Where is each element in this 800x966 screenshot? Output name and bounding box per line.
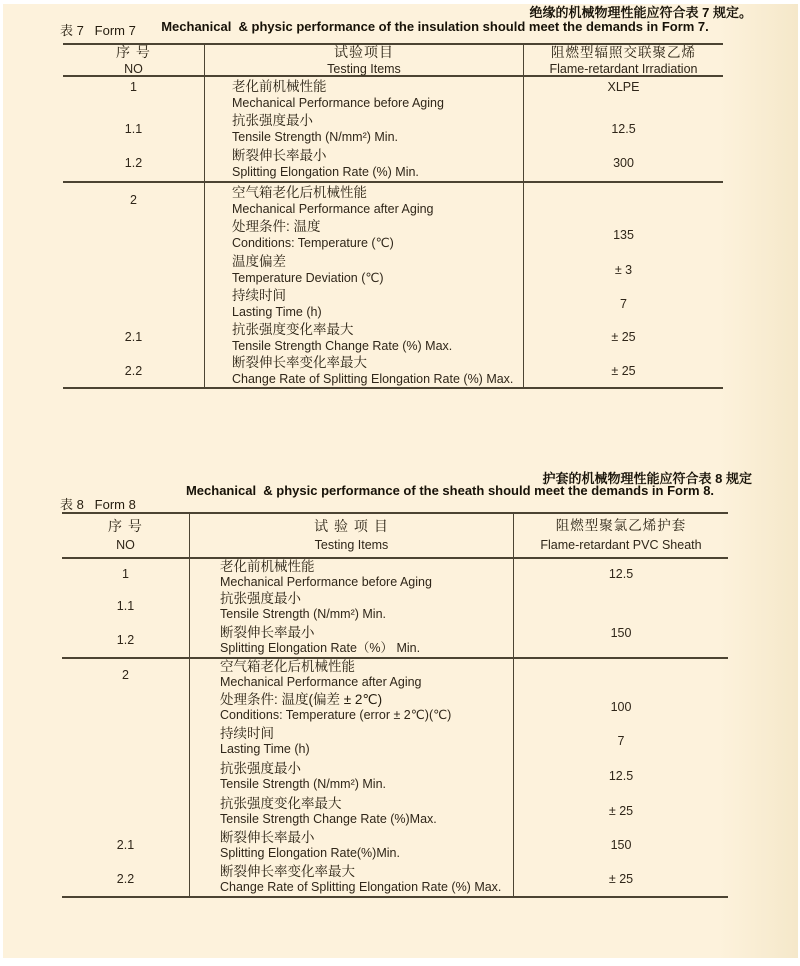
form7-header-item: [205, 45, 523, 75]
table-row: [63, 181, 723, 217]
row-value: [513, 589, 728, 623]
form7-note: 绝缘的机械物理性能应符合表 7 规定。: [529, 5, 752, 20]
row-item: [190, 589, 513, 623]
row-value-text: 150: [610, 626, 632, 640]
row-no-text: 2.1: [116, 838, 135, 852]
row-value: [513, 559, 728, 589]
form7-table: [63, 43, 723, 389]
row-no: [63, 183, 205, 217]
row-no-text: 2.1: [124, 330, 143, 344]
form8-header-no-en: NO: [116, 538, 135, 552]
row-item-zh: 处理条件: 温度: [232, 219, 321, 234]
form8-header-row: [62, 514, 728, 559]
row-item-en: Mechanical Performance after Aging: [232, 201, 434, 216]
row-no: [63, 320, 205, 354]
form8-title: Mechanical & physic performance of the sheath should meet the demands in Form 8.: [185, 483, 715, 498]
table-row: [62, 623, 728, 657]
row-no: [62, 794, 190, 828]
row-item-zh: 老化前机械性能: [232, 79, 327, 94]
form7-header-item-en: Testing Items: [327, 61, 401, 76]
row-value: [513, 623, 728, 657]
table-row: [63, 217, 723, 252]
row-item-en: Mechanical Performance after Aging: [220, 675, 422, 689]
row-no: [63, 77, 205, 112]
row-value: [523, 183, 723, 217]
table-row: [62, 862, 728, 896]
row-item-zh: 断裂伸长率变化率最大: [220, 863, 355, 879]
row-item-en: Conditions: Temperature (℃): [232, 236, 394, 250]
row-item-zh: 持续时间: [220, 725, 274, 741]
form7-header-no-zh: 序 号: [116, 43, 151, 60]
row-item: [205, 145, 523, 181]
row-value: [523, 354, 723, 387]
form7-header-val-zh: 阻燃型辐照交联聚乙烯: [551, 44, 696, 60]
row-item-zh: 抗张强度最小: [232, 113, 313, 128]
form7-header-val: [523, 45, 723, 75]
form8-header-val: [513, 514, 728, 557]
row-value: [523, 112, 723, 145]
row-item: [205, 287, 523, 320]
table-row: [63, 112, 723, 145]
table-row: [63, 287, 723, 320]
row-item-en: Lasting Time (h): [232, 305, 322, 319]
table-row: [63, 354, 723, 387]
row-no: [62, 589, 190, 623]
row-item: [190, 623, 513, 657]
row-item: [190, 828, 513, 862]
row-no: [63, 217, 205, 252]
table-row: [63, 77, 723, 112]
row-item: [205, 252, 523, 287]
row-no-text: 1.1: [116, 599, 135, 613]
row-value-text: ± 25: [611, 363, 636, 378]
row-item-zh: 断裂伸长率变化率最大: [232, 355, 367, 370]
row-value: [523, 287, 723, 320]
row-no-text: 2: [122, 667, 129, 682]
form7-header-val-en: Flame-retardant Irradiation: [549, 61, 698, 76]
row-no-text: 1.2: [124, 156, 143, 170]
form8-note: 护套的机械物理性能应符合表 8 规定: [542, 471, 752, 486]
row-item: [190, 690, 513, 724]
row-value-text: ± 25: [611, 330, 636, 344]
form8-table: [62, 512, 728, 898]
row-no-text: 1.1: [124, 121, 143, 136]
row-no-text: 2: [130, 193, 137, 207]
row-value: [513, 758, 728, 794]
row-item: [190, 724, 513, 758]
row-item: [190, 659, 513, 690]
row-item-zh: 抗张强度变化率最大: [232, 321, 354, 337]
row-item-en: Tensile Strength (N/mm²) Min.: [220, 606, 387, 621]
row-item: [190, 794, 513, 828]
row-no: [62, 862, 190, 896]
table-row: [63, 320, 723, 354]
row-item-en: Mechanical Performance before Aging: [232, 96, 444, 110]
row-item-en: Change Rate of Splitting Elongation Rate (%) Max.: [232, 372, 514, 386]
row-item-zh: 温度偏差: [232, 254, 286, 269]
row-item-en: Splitting Elongation Rate（%） Min.: [220, 640, 421, 655]
form8-header-item: [190, 514, 513, 557]
row-item-en: Splitting Elongation Rate (%) Min.: [232, 164, 419, 179]
row-no: [63, 287, 205, 320]
row-value-text: 100: [610, 700, 632, 714]
row-item-zh: 断裂伸长率最小: [232, 147, 327, 163]
row-value: [523, 320, 723, 354]
table-row: [63, 252, 723, 287]
row-item-en: Lasting Time (h): [220, 741, 310, 756]
row-item: [205, 320, 523, 354]
row-item-en: Tensile Strength Change Rate (%)Max.: [220, 811, 437, 826]
row-item-zh: 老化前机械性能: [220, 558, 315, 574]
row-item-en: Tensile Strength (N/mm²) Min.: [220, 776, 387, 791]
row-item-zh: 断裂伸长率最小: [220, 829, 315, 845]
row-item-zh: 断裂伸长率最小: [220, 624, 315, 640]
row-value-text: 7: [617, 734, 625, 748]
form7-header-item-zh: 试验项目: [334, 43, 394, 60]
row-item-en: Conditions: Temperature (error ± 2℃)(℃): [220, 707, 452, 722]
form8-header-val-en: Flame-retardant PVC Sheath: [540, 538, 702, 552]
form7-header-row: [63, 45, 723, 77]
row-item: [190, 758, 513, 794]
row-no: [62, 758, 190, 794]
row-item: [205, 354, 523, 387]
row-item-en: Change Rate of Splitting Elongation Rate (%) Max.: [220, 879, 502, 894]
row-value: [513, 828, 728, 862]
row-item: [205, 77, 523, 112]
table-row: [62, 559, 728, 589]
row-item-zh: 抗张强度最小: [220, 760, 301, 776]
row-value-text: ± 25: [608, 804, 634, 818]
table-row: [62, 589, 728, 623]
row-item-zh: 处理条件: 温度(偏差 ± 2℃): [220, 691, 383, 707]
row-no-text: 1: [122, 567, 129, 581]
row-no: [63, 112, 205, 145]
row-item-zh: 空气箱老化后机械性能: [220, 659, 355, 674]
form7-label: 表 7 Form 7: [60, 23, 136, 38]
row-item-zh: 抗张强度最小: [220, 590, 301, 606]
row-no: [63, 145, 205, 181]
form8-header-no-zh: 序 号: [108, 518, 143, 534]
table-row: [62, 758, 728, 794]
row-value: [513, 659, 728, 690]
form8-label: 表 8 Form 8: [60, 497, 136, 512]
row-value-text: ± 25: [608, 872, 634, 886]
form8-header-item-zh: 试 验 项 目: [314, 518, 389, 534]
row-item-en: Tensile Strength Change Rate (%) Max.: [232, 338, 453, 353]
row-value-text: 150: [610, 838, 632, 852]
row-no: [62, 724, 190, 758]
row-no: [62, 828, 190, 862]
row-value-text: XLPE: [607, 80, 640, 94]
row-value: [523, 77, 723, 112]
row-value: [513, 690, 728, 724]
form7-title: Mechanical & physic performance of the insulation should meet the demands in Form 7.: [161, 19, 709, 34]
row-no-text: 1: [130, 80, 137, 94]
row-item-en: Tensile Strength (N/mm²) Min.: [232, 130, 399, 144]
table-row: [62, 828, 728, 862]
row-item: [190, 862, 513, 896]
table-row: [62, 794, 728, 828]
row-value: [523, 252, 723, 287]
form8-header-no: [62, 514, 190, 557]
table-row: [62, 690, 728, 724]
table-row: [62, 724, 728, 758]
row-item-en: Temperature Deviation (℃): [232, 271, 384, 285]
row-item-zh: 抗张强度变化率最大: [220, 795, 342, 811]
row-value: [513, 724, 728, 758]
table-row: [62, 657, 728, 690]
row-no: [62, 559, 190, 589]
row-no: [62, 659, 190, 690]
row-value-text: 12.5: [611, 121, 636, 136]
row-value: [523, 217, 723, 252]
row-no-text: 2.2: [124, 363, 143, 378]
row-value-text: 12.5: [608, 567, 634, 581]
form8-header-item-en: Testing Items: [314, 538, 389, 552]
table-row: [63, 145, 723, 181]
row-no: [62, 623, 190, 657]
form8-header-val-zh: 阻燃型聚氯乙烯护套: [555, 518, 687, 533]
row-value-text: 12.5: [608, 769, 634, 783]
row-item: [190, 559, 513, 589]
row-no-text: 1.2: [116, 633, 135, 647]
row-value: [513, 862, 728, 896]
row-value-text: 135: [613, 227, 634, 242]
row-no: [63, 354, 205, 387]
row-no-text: 2.2: [116, 872, 135, 886]
row-no: [63, 252, 205, 287]
row-item-zh: 持续时间: [232, 288, 286, 303]
row-item: [205, 112, 523, 145]
row-value-text: ± 3: [614, 262, 633, 277]
row-item: [205, 183, 523, 217]
row-item-en: Splitting Elongation Rate(%)Min.: [220, 845, 400, 860]
row-value: [523, 145, 723, 181]
row-value-text: 7: [620, 296, 627, 311]
row-value: [513, 794, 728, 828]
row-value-text: 300: [613, 156, 634, 170]
row-no: [62, 690, 190, 724]
row-item-zh: 空气箱老化后机械性能: [232, 184, 367, 200]
row-item-en: Mechanical Performance before Aging: [220, 574, 432, 589]
form7-header-no: [63, 45, 205, 75]
form7-header-no-en: NO: [124, 61, 143, 76]
row-item: [205, 217, 523, 252]
